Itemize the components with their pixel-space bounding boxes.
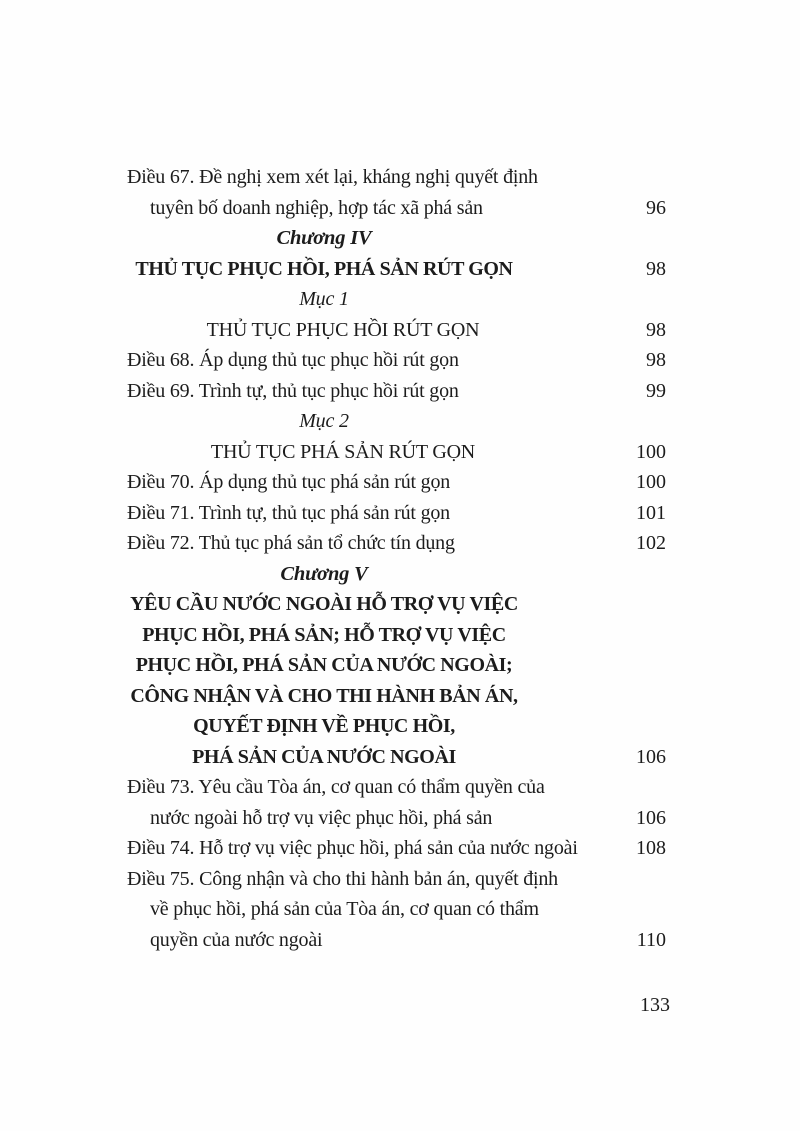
section-heading: THỦ TỤC PHÁ SẢN RÚT GỌN	[210, 440, 476, 463]
toc-row	[127, 803, 668, 834]
toc-row	[127, 742, 668, 773]
toc-row	[127, 589, 668, 620]
chapter-heading: PHỤC HỒI, PHÁ SẢN; HỖ TRỢ VỤ VIỆC	[142, 623, 506, 646]
chapter-heading: YÊU CẦU NƯỚC NGOÀI HỖ TRỢ VỤ VIỆC	[130, 593, 518, 615]
page-number: 101	[636, 501, 666, 524]
section-number-label: Mục 1	[299, 288, 349, 310]
toc-row	[127, 223, 668, 254]
toc-entry-continuation-text: quyền của nước ngoài	[150, 928, 323, 951]
chapter-heading: QUYẾT ĐỊNH VỀ PHỤC HỒI,	[193, 715, 455, 737]
section-heading: THỦ TỤC PHỤC HỒI RÚT GỌN	[206, 318, 480, 341]
toc-row	[127, 406, 668, 437]
chapter-number-label: Chương V	[280, 562, 368, 585]
page-number: 98	[646, 349, 666, 371]
toc-row	[127, 559, 668, 590]
toc-entry-text: Điều 73. Yêu cầu Tòa án, cơ quan có thẩm quyền của	[127, 776, 545, 798]
toc-entry-continuation-text: nước ngoài hỗ trợ vụ việc phục hồi, phá sản	[150, 806, 493, 829]
chapter-heading: PHÁ SẢN CỦA NƯỚC NGOÀI	[192, 745, 456, 768]
toc-entry-text: Điều 71. Trình tự, thủ tục phá sản rút gọn	[127, 501, 450, 524]
page-number: 99	[646, 379, 666, 402]
page-number: 100	[636, 471, 666, 493]
toc-row	[127, 345, 668, 376]
toc-entry-text: Điều 74. Hỗ trợ vụ việc phục hồi, phá sản của nước ngoài	[127, 837, 578, 859]
toc-entry-text: Điều 67. Đề nghị xem xét lại, kháng nghị quyết định	[127, 166, 538, 188]
toc-row	[127, 284, 668, 315]
chapter-number-label: Chương IV	[276, 227, 372, 249]
chapter-heading: THỦ TỤC PHỤC HỒI, PHÁ SẢN RÚT GỌN	[135, 257, 513, 280]
page-number: 106	[636, 745, 666, 768]
toc-row	[127, 376, 668, 407]
toc-row	[127, 620, 668, 651]
toc-row	[127, 925, 668, 956]
page-number: 96	[646, 196, 666, 219]
toc-row	[127, 437, 668, 468]
toc-entry-continuation-text: về phục hồi, phá sản của Tòa án, cơ quan có thẩm	[150, 898, 539, 920]
toc-row	[127, 711, 668, 742]
toc-row	[127, 528, 668, 559]
toc-row	[127, 864, 668, 895]
chapter-heading: CÔNG NHẬN VÀ CHO THI HÀNH BẢN ÁN,	[130, 684, 518, 707]
toc-row	[127, 193, 668, 224]
toc-row	[127, 498, 668, 529]
toc-row	[127, 162, 668, 193]
toc-entry-text: Điều 69. Trình tự, thủ tục phục hồi rút gọn	[127, 379, 459, 402]
toc-entry-text: Điều 70. Áp dụng thủ tục phá sản rút gọn	[127, 471, 451, 493]
toc-entry-continuation-text: tuyên bố doanh nghiệp, hợp tác xã phá sản	[150, 196, 483, 219]
page-number: 98	[646, 318, 666, 341]
toc-row	[127, 681, 668, 712]
section-number-label: Mục 2	[299, 410, 349, 432]
toc-row	[127, 772, 668, 803]
toc-row	[127, 315, 668, 346]
toc-row	[127, 833, 668, 864]
chapter-heading: PHỤC HỒI, PHÁ SẢN CỦA NƯỚC NGOÀI;	[135, 654, 513, 676]
toc-entry-text: Điều 68. Áp dụng thủ tục phục hồi rút gọn	[127, 349, 459, 371]
toc-row	[127, 467, 668, 498]
page-number: 100	[636, 440, 666, 463]
page-number: 102	[636, 532, 666, 554]
toc-row	[127, 650, 668, 681]
toc-entry-text: Điều 75. Công nhận và cho thi hành bản án, quyết định	[127, 867, 558, 890]
toc-row	[127, 894, 668, 925]
page-number: 98	[646, 257, 666, 280]
toc-row	[127, 254, 668, 285]
page-number: 110	[636, 928, 666, 951]
toc-list	[127, 162, 668, 955]
page-number: 108	[636, 837, 666, 859]
toc-entry-text: Điều 72. Thủ tục phá sản tổ chức tín dụng	[127, 532, 455, 554]
footer-page-number: 133	[640, 994, 670, 1016]
page-number: 106	[636, 806, 666, 829]
